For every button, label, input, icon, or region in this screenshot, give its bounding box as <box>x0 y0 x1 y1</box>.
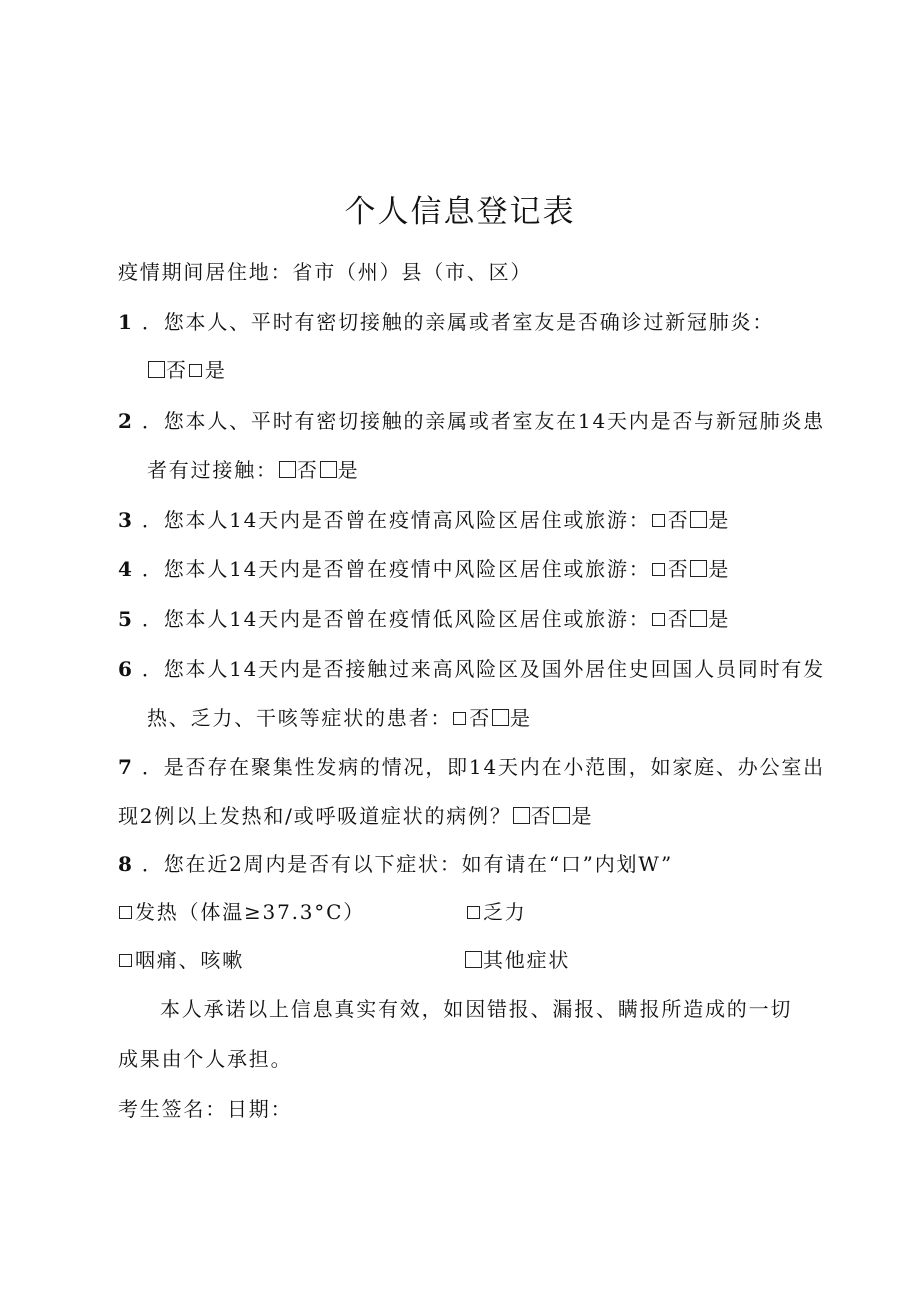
question-5 <box>118 603 730 632</box>
question-text: 热、乏力、干咳等症状的患者： <box>147 706 453 730</box>
option-no-label: 否 <box>166 358 188 382</box>
symptom-other <box>464 944 570 973</box>
checkbox-yes[interactable] <box>690 560 707 577</box>
checkbox-no[interactable] <box>148 361 165 378</box>
option-no-label: 否 <box>469 706 492 730</box>
checkbox-yes[interactable] <box>492 709 509 726</box>
question-text: ．是否存在聚集性发病的情况，即14天内在小范围，如家庭、办公室出 <box>141 755 825 779</box>
symptom-label: 发热（体温≥37.3°C） <box>135 900 365 924</box>
question-number: 4 <box>118 557 132 581</box>
option-yes-label: 是 <box>708 508 731 532</box>
symptom-label: 乏力 <box>483 900 527 924</box>
option-no-label: 否 <box>667 607 690 631</box>
checkbox-yes[interactable] <box>690 610 707 627</box>
question-number: 7 <box>118 755 132 779</box>
checkbox-no[interactable] <box>279 461 296 478</box>
symptom-label: 咽痛、咳嗽 <box>135 948 244 972</box>
symptom-fever <box>118 896 365 925</box>
symptom-label: 其他症状 <box>483 948 571 972</box>
checkbox-yes[interactable] <box>690 511 707 528</box>
question-4 <box>118 553 730 582</box>
page-title: 个人信息登记表 <box>344 194 576 230</box>
option-yes-label: 是 <box>337 458 360 482</box>
question-3 <box>118 504 730 533</box>
option-no-label: 否 <box>667 557 690 581</box>
question-1 <box>118 306 774 335</box>
checkbox-fever[interactable] <box>119 906 132 919</box>
option-yes-label: 是 <box>708 607 731 631</box>
checkbox-no[interactable] <box>652 514 665 527</box>
checkbox-fatigue[interactable] <box>467 906 480 919</box>
question-text: ．您在近2周内是否有以下症状：如有请在“口”内划W” <box>141 852 674 876</box>
option-yes-label: 是 <box>204 358 227 382</box>
question-text: ．您本人14天内是否曾在疫情中风险区居住或旅游： <box>141 557 651 581</box>
question-number: 8 <box>118 852 132 876</box>
option-no-label: 否 <box>530 804 553 828</box>
question-number: 5 <box>118 607 132 631</box>
checkbox-yes[interactable] <box>189 364 202 377</box>
checkbox-no[interactable] <box>652 563 665 576</box>
question-number: 1 <box>118 310 132 334</box>
option-yes-label: 是 <box>510 706 532 730</box>
question-8 <box>118 848 673 877</box>
question-text: 现2例以上发热和/或呼吸道症状的病例？ <box>118 804 512 828</box>
question-7 <box>118 751 825 780</box>
checkbox-no[interactable] <box>652 613 665 626</box>
symptom-sore-throat <box>118 944 244 973</box>
question-6-cont <box>147 702 532 731</box>
question-text: ．您本人、平时有密切接触的亲属或者室友在14天内是否与新冠肺炎患 <box>141 409 825 433</box>
question-text: ．您本人14天内是否曾在疫情高风险区居住或旅游： <box>141 508 651 532</box>
question-text: ．您本人、平时有密切接触的亲属或者室友是否确诊过新冠肺炎： <box>141 310 775 334</box>
symptom-fatigue <box>466 896 527 925</box>
signature-line: 考生签名：日期： <box>118 1097 293 1121</box>
question-number: 3 <box>118 508 132 532</box>
question-2-cont <box>147 454 359 483</box>
checkbox-other[interactable] <box>465 951 482 968</box>
checkbox-yes[interactable] <box>320 461 337 478</box>
option-no-label: 否 <box>296 458 319 482</box>
checkbox-yes[interactable] <box>553 807 570 824</box>
pledge-line-1: 本人承诺以上信息真实有效，如因错报、漏报、瞒报所造成的一切 <box>160 997 793 1021</box>
option-yes-label: 是 <box>708 557 731 581</box>
question-number: 2 <box>118 409 132 433</box>
option-no-label: 否 <box>667 508 690 532</box>
checkbox-sore-throat[interactable] <box>119 954 132 967</box>
pledge-line-2: 成果由个人承担。 <box>118 1047 293 1071</box>
question-text: 者有过接触： <box>147 458 278 482</box>
checkbox-no[interactable] <box>513 807 530 824</box>
residence-line: 疫情期间居住地：省市（州）县（市、区） <box>118 260 533 284</box>
checkbox-no[interactable] <box>453 712 466 725</box>
question-6 <box>118 653 825 682</box>
option-yes-label: 是 <box>571 804 594 828</box>
question-number: 6 <box>118 657 132 681</box>
question-1-options <box>147 354 227 383</box>
question-text: ．您本人14天内是否接触过来高风险区及国外居住史回国人员同时有发 <box>141 657 825 681</box>
question-2 <box>118 405 825 434</box>
question-7-cont <box>118 800 593 829</box>
question-text: ．您本人14天内是否曾在疫情低风险区居住或旅游： <box>141 607 651 631</box>
